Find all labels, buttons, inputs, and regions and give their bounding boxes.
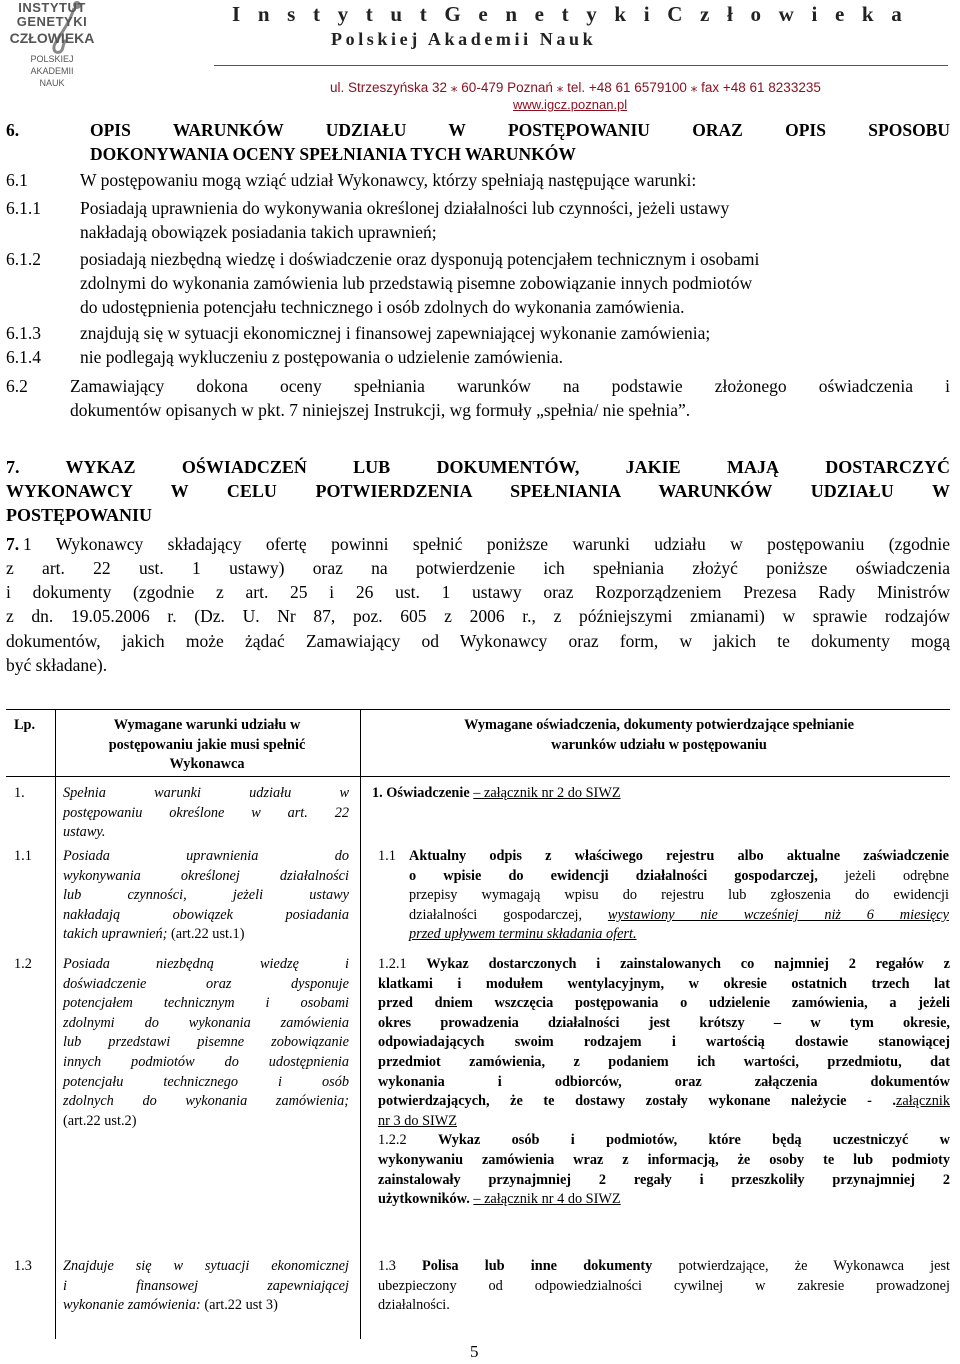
p612-line3: do udostępnienia potencjału technicznego i osób zdolnych do wykonania zamówienia.: [80, 297, 685, 317]
row121-line1: Wykaz dostarczonych i zainstalowanych co najmniej 2 regałów z: [426, 956, 951, 972]
p612-line1: posiadają niezbędną wiedzę i doświadczenie oraz dysponują potencjałem technicznym i osobami: [80, 249, 760, 269]
row121-line6: przedmiot zamówienia, z podaniem ich wartości, przedmiotu, dat: [378, 1053, 950, 1070]
table-row11-condition: [63, 847, 349, 945]
table-head-col3-line1: Wymagane oświadczenia, dokumenty potwierdzające spełnianie: [464, 717, 854, 733]
p614-text: nie podlegają wykluczeniu z postępowania o udzielenie zamówienia.: [80, 347, 564, 367]
p71-number: 7.: [6, 534, 20, 554]
row121-line5: odpowiadających swoim rodzajem i wartością dostawie stanowiącej: [378, 1034, 950, 1051]
p62-line2: dokumentów opisanych w pkt. 7 niniejszej Instrukcji, wg formuły „spełnia/ nie spełnia”.: [70, 400, 691, 420]
logo-text-5: AKADEMII: [30, 66, 74, 76]
row12-cond-line3: potencjałem technicznym i osobami: [63, 995, 349, 1012]
row13-doc-num: 1.3: [378, 1258, 396, 1274]
row1-doc-attachment: – załącznik nr 2 do SIWZ: [473, 785, 621, 801]
p611-line2: nakładają obowiązek posiadania takich uprawnień;: [80, 222, 437, 242]
table-head-col2-line1: Wymagane warunki udziału w: [113, 717, 301, 733]
row11-cond-line3: lub czynności, jeżeli ustawy: [63, 887, 349, 904]
row121-line3: przed dniem wszczęcia postępowania o udzielenie zamówienia, a jeżeli: [378, 995, 950, 1012]
row122-line2: wykonywaniu zamówienia wraz z informacją, że osoby te lub podmioty: [378, 1151, 950, 1168]
table-row1-condition: [63, 784, 349, 843]
p614-number: 6.1.4: [6, 347, 41, 367]
p62-number: 6.2: [6, 376, 28, 396]
p61-number: 6.1: [6, 170, 28, 190]
table-row13-condition: [63, 1257, 349, 1316]
row12-cond-line4: zdolnymi do wykonania zamówienia: [63, 1014, 349, 1031]
header-title: I n s t y t u t G e n e t y k i C z ł o w i e k a: [232, 2, 908, 26]
row13-cond-line1: Znajduje się w sytuacji ekonomicznej: [63, 1258, 349, 1274]
row121-line7: wykonania i odbiorców, oraz załączenia dokumentów: [378, 1073, 950, 1090]
table-head-col3-line2: warunków udziału w postępowaniu: [551, 736, 767, 753]
section7-title-line1: 7. WYKAZ OŚWIADCZEŃ LUB DOKUMENTÓW, JAKIE MAJĄ DOSTARCZYĆ: [6, 457, 950, 477]
logo-text-6: NAUK: [39, 78, 65, 88]
p612-number: 6.1.2: [6, 249, 41, 269]
row121-attachment-a: załącznik: [896, 1093, 950, 1110]
row11-doc-line2: jeżeli odrębne: [844, 867, 949, 884]
header-divider: [214, 65, 948, 66]
p71-line3: i dokumenty (zgodnie z art. 25 i 26 ust. 1 ustawy oraz Rozporządzeniem Prezesa Rady Ministrów: [6, 582, 950, 602]
section6-number: 6.: [6, 120, 20, 140]
logo-text-1: INSTYTUT: [18, 0, 86, 15]
table-row1-lp: 1.: [14, 785, 25, 801]
section7-title-line2: WYKONAWCY W CELU POTWIERDZENIA SPEŁNIANIA WARUNKÓW UDZIAŁU W: [6, 481, 950, 501]
row11-doc-line1: Aktualny odpis z właściwego rejestru albo aktualne zaświadczenie: [409, 848, 949, 864]
row1-cond-line1: Spełnia warunki udziału w: [63, 785, 349, 801]
table-header-border: [6, 776, 950, 777]
row12-cond-line2: doświadczenie oraz dysponuje: [63, 975, 349, 992]
table-row11-num: 1.1: [378, 848, 396, 864]
header-subtitle: Polskiej Akademii Nauk: [331, 29, 597, 49]
p611-number: 6.1.1: [6, 198, 41, 218]
row11-cond-line4: nakładają obowiązek posiadania: [63, 906, 349, 923]
p71-line5: dokumentów, jakich może żądać Zamawiający od Wykonawcy oraz form, w jakich te dokumenty mogą: [6, 631, 950, 651]
table-divider-2: [360, 709, 361, 1339]
row1-cond-line2: postępowaniu określone w art. 22: [63, 804, 349, 821]
p71-line4: z dn. 19.05.2006 r. (Dz. U. Nr 87, poz. 605 z 2006 r., z późniejszymi zmianami) w sprawie rodzajów: [6, 606, 950, 626]
row13-doc-line3: działalności.: [378, 1297, 450, 1314]
table-head-col3: [368, 716, 950, 755]
logo-text-3: CZŁOWIEKA: [9, 30, 95, 46]
p71-line2: z art. 22 ust. 1 ustawy) oraz na potwierdzenie ich spełniania złożyć poniższe oświadczenia: [6, 558, 950, 578]
p613-text: znajdują się w sytuacji ekonomicznej i finansowej zapewniającej wykonanie zamówienia;: [80, 323, 711, 343]
table-head-col2-line2: postępowaniu jakie musi spełnić: [108, 736, 306, 753]
section6-title-line1: OPIS WARUNKÓW UDZIAŁU W POSTĘPOWANIU ORAZ OPIS SPOSOBU: [90, 120, 950, 140]
row12-cond-line5: lub przedstawi pisemne zobowiązanie: [63, 1034, 349, 1051]
row13-cond-ref: (art.22 ust 3): [204, 1297, 278, 1314]
p71-line6: być składane).: [6, 655, 108, 675]
table-head-lp: Lp.: [14, 717, 36, 733]
header-website: [513, 97, 627, 112]
table-row12-condition: [63, 955, 349, 1131]
row12-cond-line7: potencjału technicznego i osób: [63, 1073, 349, 1090]
row11-doc-line3: przepisy wymagają wpisu do rejestru lub zgłoszenia do ewidencji: [409, 887, 949, 904]
row122-line3: zainstalowały przynajmniej 2 regały i przeszkoliły przynajmniej 2: [378, 1171, 950, 1188]
table-top-border: [6, 709, 950, 710]
row122-attachment: – załącznik nr 4 do SIWZ: [473, 1191, 621, 1208]
p612-line2: zdolnymi do wykonania zamówienia lub przedstawią pisemne zobowiązanie innych podmiotów: [80, 273, 753, 293]
row1-cond-line3: ustawy.: [63, 824, 106, 841]
row122-line4: użytkowników.: [378, 1191, 470, 1208]
row11-cond-line1: Posiada uprawnienia do: [63, 848, 349, 864]
row13-doc-line1: potwierdzające, że Wykonawca jest: [678, 1258, 950, 1274]
table-row13-lp: 1.3: [14, 1258, 32, 1274]
row13-cond-line3: wykonanie zamówienia:: [63, 1297, 201, 1314]
table-head-col2: [62, 716, 352, 775]
row122-line1: Wykaz osób i podmiotów, które będą uczestniczyć w: [437, 1132, 950, 1149]
row11-doc-line4: działalności gospodarczej,: [409, 906, 583, 923]
row12-cond-line1: Posiada niezbędną wiedzę i: [63, 956, 349, 972]
row12-cond-ref: (art.22 ust.2): [63, 1112, 137, 1129]
table-row11-documents: [409, 847, 949, 945]
row11-doc-line4-underlined: wystawiony nie wcześniej niż 6 miesięcy: [607, 906, 949, 923]
table-row121-documents: [378, 955, 950, 1210]
logo-text-4: POLSKIEJ: [30, 54, 74, 64]
row13-doc-title: Polisa lub inne dokumenty: [422, 1258, 653, 1274]
p611-line1: Posiadają uprawnienia do wykonywania określonej działalności lub czynności, jeżeli ustawy: [80, 198, 730, 218]
p71-line1: 1 Wykonawcy składający ofertę powinni spełnić poniższe warunki udziału w postępowaniu (zgodnie: [23, 534, 950, 554]
table-row1-documents: [372, 784, 621, 804]
table-row12-lp: 1.2: [14, 956, 32, 972]
table-row11-lp: 1.1: [14, 848, 32, 864]
p613-number: 6.1.3: [6, 323, 41, 343]
row13-cond-line2: i finansowej zapewniającej: [63, 1277, 349, 1294]
row11-doc-line5: przed upływem terminu składania ofert.: [409, 926, 637, 943]
row11-cond-ref: (art.22 ust.1): [171, 926, 245, 943]
row121-line8: potwierdzających, że te dostawy zostały wykonane należycie - .: [378, 1093, 897, 1110]
institute-logo: [4, 0, 112, 100]
section6-title-line2: DOKONYWANIA OCENY SPEŁNIANIA TYCH WARUNKÓW: [90, 144, 576, 164]
row11-cond-line5: takich uprawnień;: [63, 926, 168, 943]
header-address: ul. Strzeszyńska 32 ⁎ 60-479 Poznań ⁎ tel. +48 61 6579100 ⁎ fax +48 61 8233235: [330, 80, 821, 95]
table-divider-1: [55, 709, 56, 1339]
row12-cond-line6: innych podmiotów do udostępnienia: [63, 1053, 349, 1070]
row121-attachment-b: nr 3 do SIWZ: [378, 1112, 458, 1129]
row13-doc-line2: ubezpieczony od odpowiedzialności cywilnej w zakresie prowadzonej: [378, 1277, 950, 1294]
page-number: 5: [470, 1342, 479, 1361]
row12-cond-line8: zdolnych do wykonania zamówienia;: [63, 1093, 349, 1110]
table-row13-documents: [378, 1257, 950, 1316]
row121-line4: okres prowadzenia działalności jest krótszy – w tym okresie,: [378, 1014, 950, 1031]
row11-doc-line2-bold: o wpisie do ewidencji działalności gospodarczej,: [409, 867, 818, 884]
row121-num: 1.2.1: [378, 956, 407, 972]
logo-text-2: GENETYKI: [16, 14, 88, 29]
p62-line1: Zamawiający dokona oceny spełniania warunków na podstawie złożonego oświadczenia i: [70, 376, 950, 396]
row122-num: 1.2.2: [378, 1132, 407, 1149]
row11-cond-line2: wykonywania określonej działalności: [63, 867, 349, 884]
p61-text: W postępowaniu mogą wziąć udział Wykonawcy, którzy spełniają następujące warunki:: [80, 170, 697, 190]
section7-title-line3: POSTĘPOWANIU: [6, 505, 153, 525]
row1-doc-title: 1. Oświadczenie: [372, 785, 470, 801]
table-head-col2-line3: Wykonawca: [169, 756, 245, 773]
website-link[interactable]: www.igcz.poznan.pl: [513, 97, 628, 112]
row121-line2: klatkami i modułem wentylacyjnym, w okresie ostatnich trzech lat: [378, 975, 950, 992]
